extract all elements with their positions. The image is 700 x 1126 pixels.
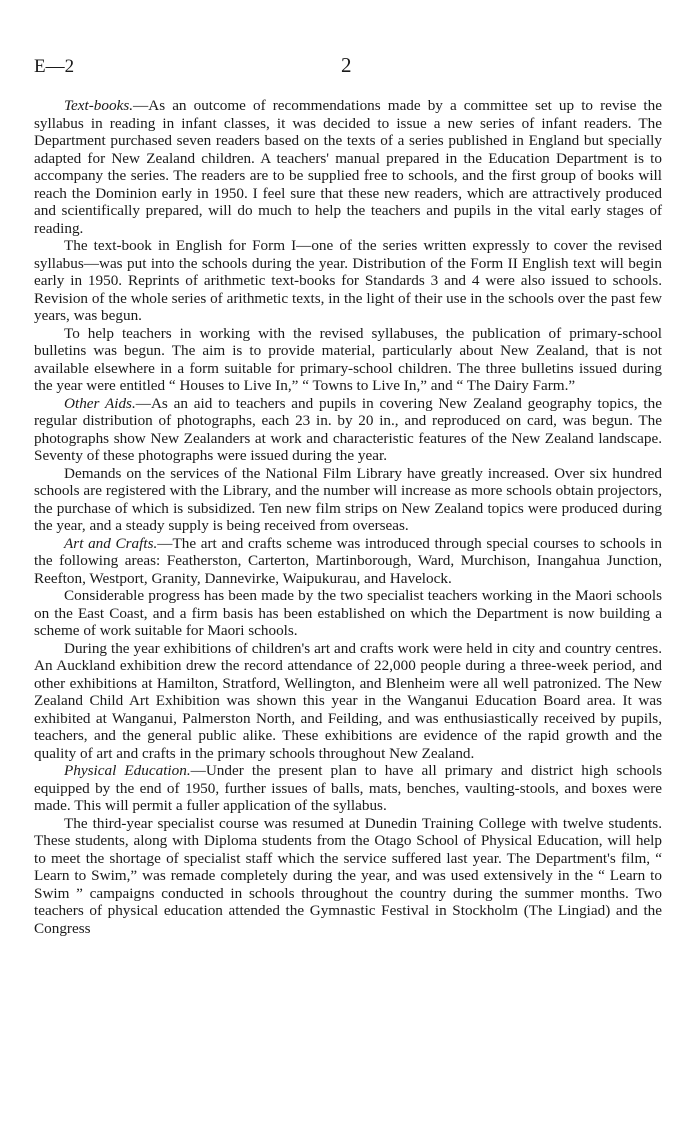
- paragraph-text: To help teachers in working with the revised syllabuses, the publication of primary-school bulletins was begun. The aim is to provide material, particularly about New Zealand, that is not available elsewhere in a form suitable for primary-school children. The three bulletins issued during the year were entitled “ Houses to Live In,” “ Towns to Live In,” and “ The Dairy Farm.”: [34, 324, 662, 394]
- paragraph: [34, 465, 662, 535]
- paragraph: [34, 815, 662, 938]
- paragraph: [34, 325, 662, 395]
- paragraph-text: —As an outcome of recommendations made by a committee set up to revise the syllabus in reading in infant classes, it was decided to issue a new series of infant readers. The Department purchased seven readers based on the texts of a series published in England but specially adapted for New Zealand children. A teachers' manual prepared in the Education Department is to accompany the series. The readers are to be supplied free to schools, and the first group of books will reach the Dominion early in 1950. I feel sure that these new readers, which are attractively produced and scientifically prepared, will do much to help the teachers and pupils in the vital early stages of reading.: [34, 97, 662, 237]
- page-number: 2: [341, 53, 352, 77]
- paragraph: [34, 535, 662, 588]
- paragraph-text: During the year exhibitions of children's art and crafts work were held in city and country centres. An Auckland exhibition drew the record attendance of 22,000 people during a three-week period, and other exhibitions at Hamilton, Stratford, Wellington, and Blenheim were all well patronized. The New Zealand Child Art Exhibition was shown this year in the Wanganui Education Board area. It was exhibited at Wanganui, Palmerston North, and Feilding, and was enthusiastically received by pupils, teachers, and the general public alike. These exhibitions are evidence of the rapid growth and the quality of art and crafts in the primary schools throughout New Zealand.: [34, 639, 662, 762]
- paragraph-text: The text-book in English for Form I—one of the series written expressly to cover the revised syllabus—was put into the schools during the year. Distribution of the Form II English text will begin early in 1950. Reprints of arithmetic text-books for Standards 3 and 4 were also issued to schools. Revision of the whole series of arithmetic texts, in the light of their use in the schools over the past few years, was begun.: [34, 237, 662, 324]
- document-reference: E—2: [34, 56, 75, 77]
- paragraph-text: —Under the present plan to have all primary and district high schools equipped by the end of 1950, further issues of balls, mats, benches, vaulting-stools, and boxes were made. This will permit a fuller application of the syllabus.: [34, 762, 662, 814]
- paragraph-text: Considerable progress has been made by the two specialist teachers working in the Maori schools on the East Coast, and a firm basis has been established on which the Department is now building a scheme of work suitable for Maori schools.: [34, 587, 662, 639]
- paragraph: [34, 762, 662, 815]
- section-heading: Art and Crafts.: [64, 534, 158, 552]
- paragraph-text: The third-year specialist course was resumed at Dunedin Training College with twelve students. These students, along with Diploma students from the Otago School of Physical Education, will help to meet the shortage of specialist staff which the service suffered last year. The Department's film, “ Learn to Swim,” was remade completely during the year, and was used extensively in the “ Learn to Swim ” campaigns conducted in schools throughout the country during the summer months. Two teachers of physical education attended the Gymnastic Festival in Stockholm (The Lingiad) and the Congress: [34, 814, 662, 937]
- paragraph-text: Demands on the services of the National Film Library have greatly increased. Over six hundred schools are registered with the Library, and the number will increase as more schools obtain projectors, the purchase of which is subsidized. Ten new film strips on New Zealand topics were produced during the year, and a steady supply is being received from overseas.: [34, 464, 662, 534]
- section-heading: Text-books.: [64, 97, 134, 114]
- body-text: [34, 97, 662, 937]
- paragraph: [34, 640, 662, 763]
- paragraph: [34, 97, 662, 237]
- paragraph: [34, 395, 662, 465]
- section-heading: Physical Education.: [64, 762, 191, 779]
- section-heading: Other Aids.: [64, 394, 136, 412]
- paragraph: [34, 237, 662, 325]
- paragraph-text: —The art and crafts scheme was introduced through special courses to schools in the following areas: Featherston, Carterton, Martinborough, Ward, Murchison, Inangahua Junction, Reefton, Westport, Granity, Dannevirke, Waipukurau, and Havelock.: [34, 534, 662, 587]
- paragraph-text: —As an aid to teachers and pupils in covering New Zealand geography topics, the regular distribution of photographs, each 23 in. by 20 in., and reproduced on card, was begun. The photographs show New Zealanders at work and characteristic features of the New Zealand landscape. Seventy of these photographs were issued during the year.: [34, 394, 662, 464]
- paragraph: [34, 587, 662, 640]
